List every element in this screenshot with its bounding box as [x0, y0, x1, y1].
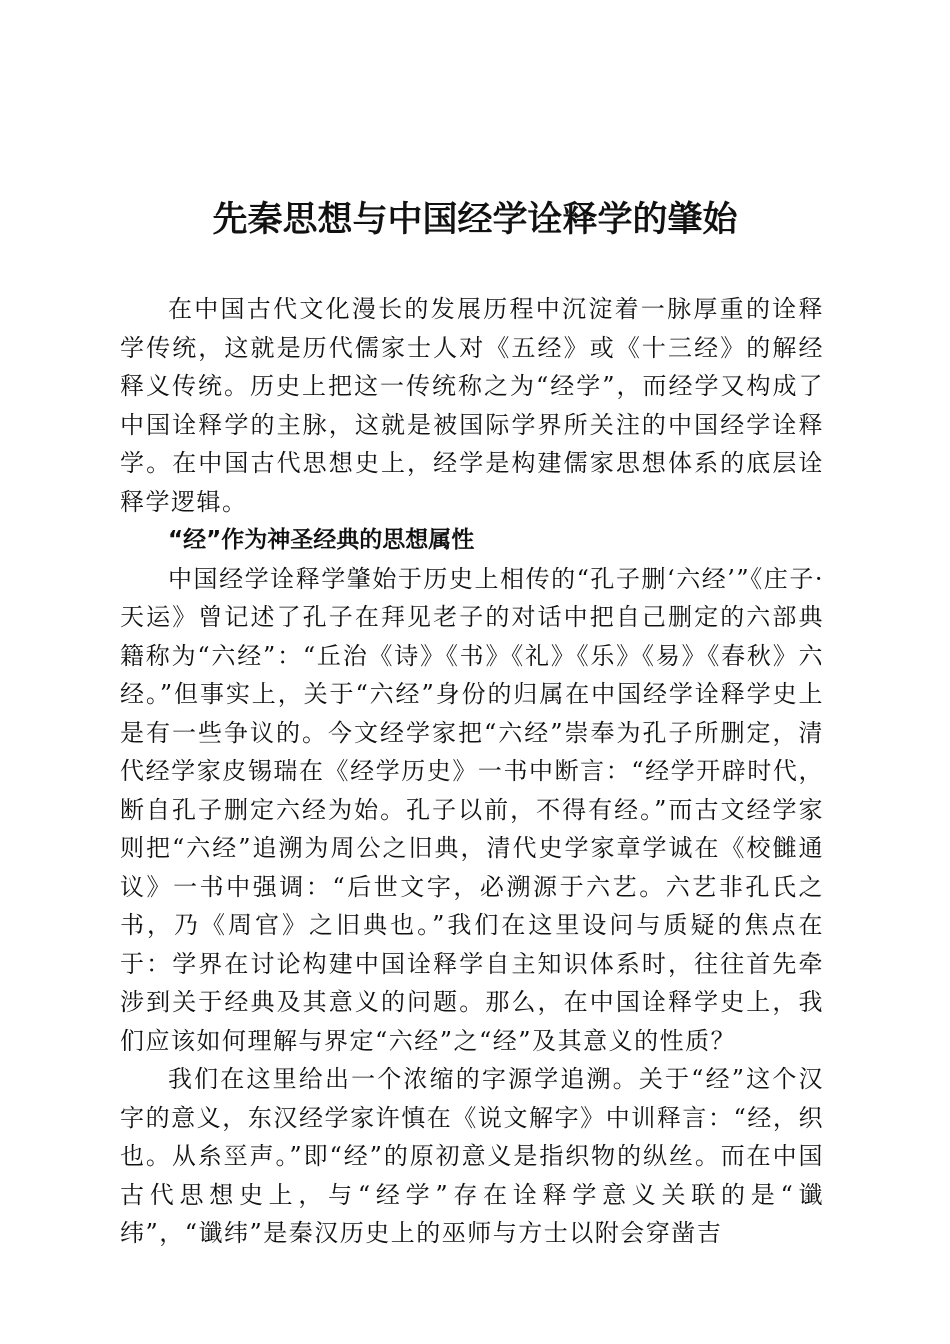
document-title: 先秦思想与中国经学诠释学的肇始 [212, 199, 738, 240]
document-body [120, 290, 824, 1253]
section-paragraph-2: 我们在这里给出一个浓缩的字源学追溯。关于“经”这个汉字的意义，东汉经学家许慎在《说文解字》中训释言：“经，织也。从糸巠声。”即“经”的原初意义是指织物的纵丝。而在中国古代思想史上，与“经学”存在诠释学意义关联的是“谶纬”，“谶纬”是秦汉历史上的巫师与方士以附会穿凿吉 [120, 1065, 824, 1247]
section-heading: “经”作为神圣经典的思想属性 [168, 527, 475, 553]
section-paragraph-1: 中国经学诠释学肇始于历史上相传的“孔子删‘六经’”《庄子·天运》曾记述了孔子在拜见老子的对话中把自己删定的六部典籍称为“六经”：“丘治《诗》《书》《礼》《乐》《易》《春秋》六经。”但事实上，关于“六经”身份的归属在中国经学诠释学史上是有一些争议的。今文经学家把“六经”崇奉为孔子所删定，清代经学家皮锡瑞在《经学历史》一书中断言：“经学开辟时代，断自孔子删定六经为始。孔子以前，不得有经。”而古文经学家则把“六经”追溯为周公之旧典，清代史学家章学诚在《校雠通议》一书中强调：“后世文字，必溯源于六艺。六艺非孔氏之书，乃《周官》之旧典也。”我们在这里设问与质疑的焦点在于：学界在讨论构建中国诠释学自主知识体系时，往往首先牵涉到关于经典及其意义的问题。那么，在中国诠释学史上，我们应该如何理解与界定“六经”之“经”及其意义的性质？ [120, 564, 824, 1055]
intro-paragraph: 在中国古代文化漫长的发展历程中沉淀着一脉厚重的诠释学传统，这就是历代儒家士人对《五经》或《十三经》的解经释义传统。历史上把这一传统称之为“经学”，而经学又构成了中国诠释学的主脉，这就是被国际学界所关注的中国经学诠释学。在中国古代思想史上，经学是构建儒家思想体系的底层诠释学逻辑。 [120, 295, 824, 516]
